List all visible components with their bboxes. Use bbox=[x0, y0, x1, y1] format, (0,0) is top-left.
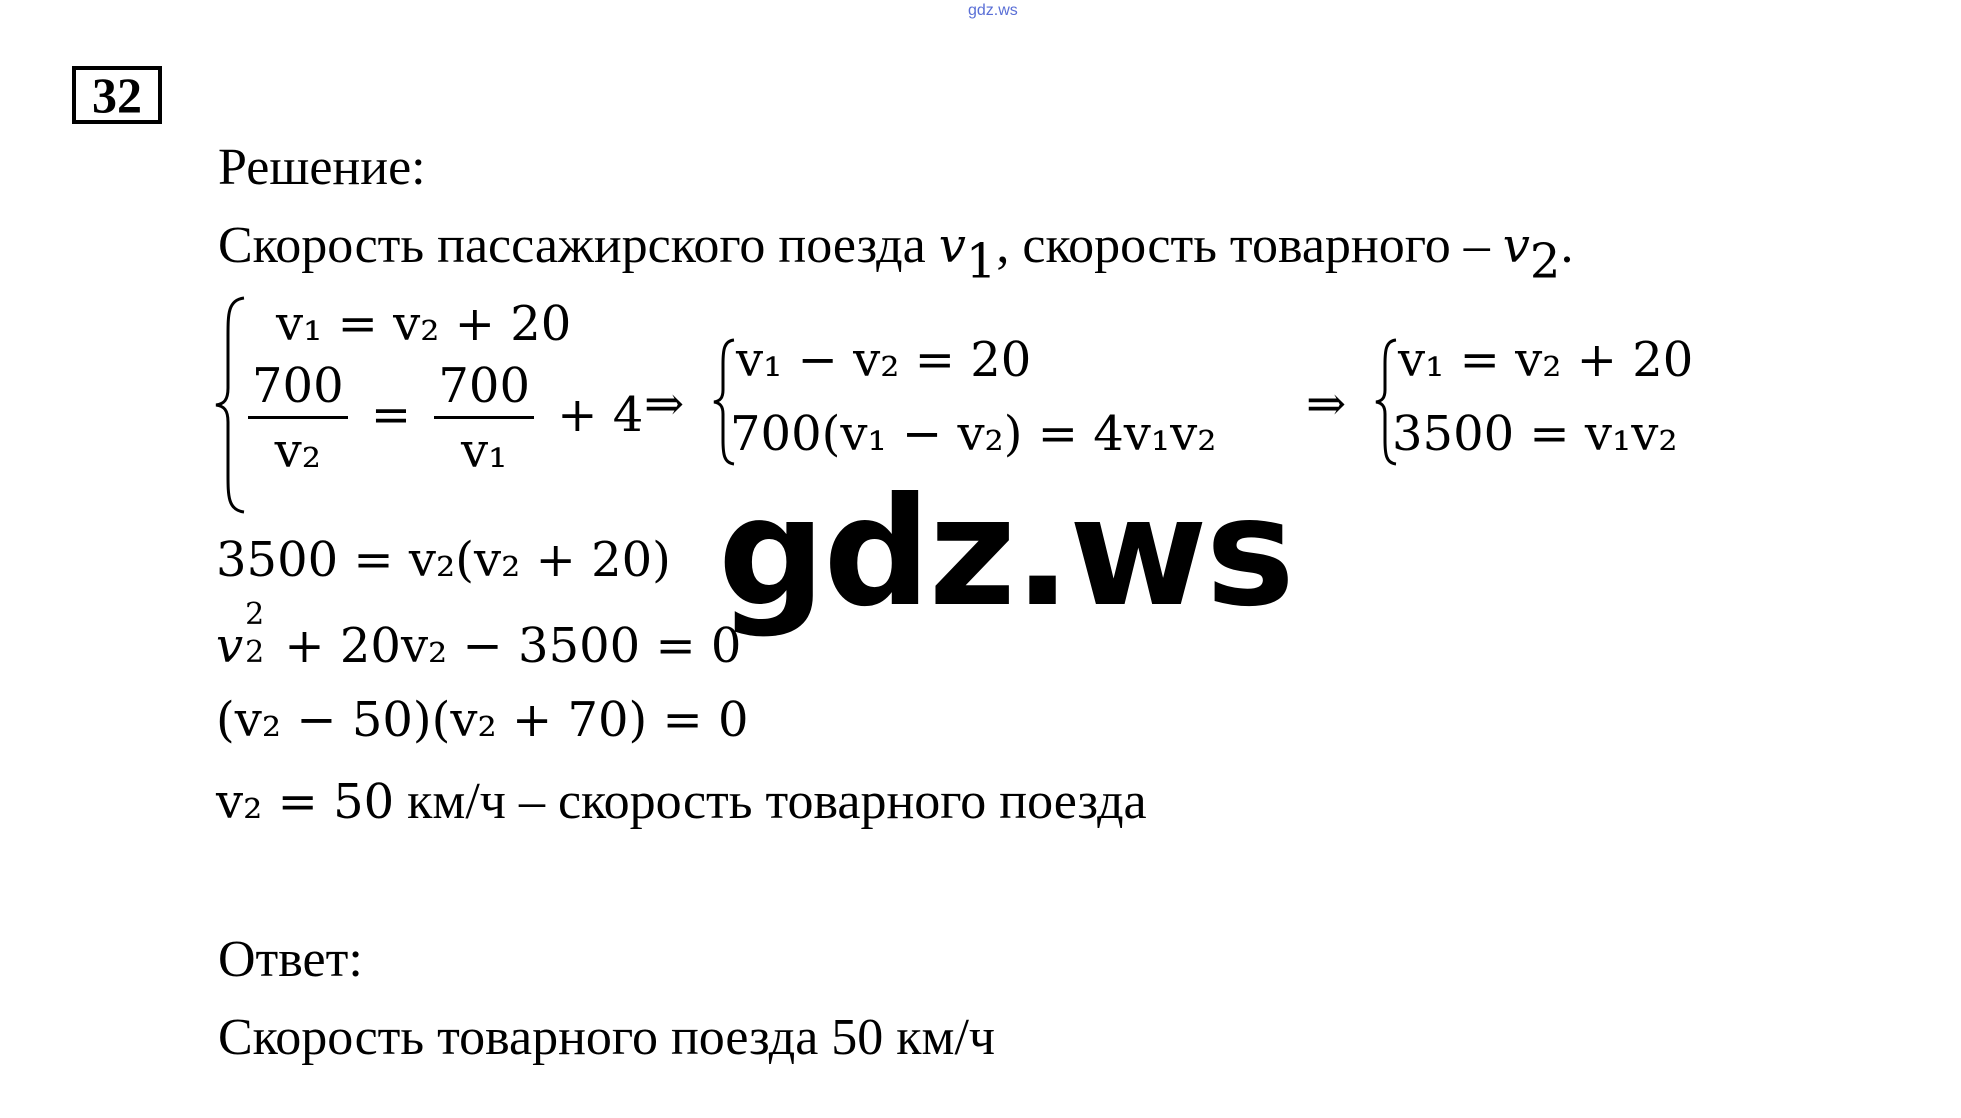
fraction-numerator: 700 bbox=[438, 358, 530, 414]
step-2-sup: 2 bbox=[245, 597, 265, 632]
fraction-denominator: v₁ bbox=[461, 423, 508, 479]
system-1-eq2 bbox=[248, 358, 644, 479]
system-3 bbox=[1374, 332, 1874, 476]
solution-label: Решение: bbox=[218, 139, 426, 196]
intro-sub2: 2 bbox=[1529, 233, 1561, 290]
watermark-top-text: gdz.ws bbox=[968, 2, 1018, 19]
step-2-scripts bbox=[243, 597, 269, 670]
plus-term: + 4 bbox=[557, 387, 644, 443]
step-2-rest: + 20v₂ − 3500 = 0 bbox=[269, 618, 742, 674]
intro-text-b: , скорость товарного – bbox=[996, 217, 1503, 274]
implies-arrow-2: ⇒ bbox=[1306, 376, 1347, 432]
step-4-text: км/ч – скорость товарного поезда bbox=[394, 773, 1147, 830]
system-3-eq1: v₁ = v₂ + 20 bbox=[1398, 332, 1694, 388]
fraction-numerator: 700 bbox=[252, 358, 344, 414]
step-4-math: v₂ = 50 bbox=[216, 774, 395, 830]
step-1: 3500 = v₂(v₂ + 20) bbox=[216, 532, 671, 588]
system-2-eq2: 700(v₁ − v₂) = 4v₁v₂ bbox=[730, 406, 1217, 462]
system-2-eq1: v₁ − v₂ = 20 bbox=[736, 332, 1032, 388]
implies-arrow-1: ⇒ bbox=[644, 376, 685, 432]
fraction-700-over-v2 bbox=[248, 358, 348, 479]
intro-var2: v bbox=[1502, 218, 1530, 274]
fraction-700-over-v1 bbox=[434, 358, 534, 479]
intro-text-c: . bbox=[1560, 217, 1574, 274]
system-1-brace bbox=[214, 296, 248, 514]
system-1-eq1: v₁ = v₂ + 20 bbox=[276, 296, 572, 352]
answer-label: Ответ: bbox=[218, 931, 363, 988]
system-1 bbox=[214, 292, 644, 522]
intro-sub1: 1 bbox=[965, 233, 997, 290]
problem-number: 32 bbox=[72, 66, 162, 124]
intro-sentence bbox=[218, 217, 1574, 290]
step-2-base: v bbox=[216, 618, 244, 674]
step-3: (v₂ − 50)(v₂ + 70) = 0 bbox=[216, 692, 749, 748]
watermark-center-text: gdz.ws bbox=[718, 466, 1293, 640]
intro-var1: v bbox=[938, 218, 966, 274]
system-3-eq2: 3500 = v₁v₂ bbox=[1392, 406, 1678, 462]
system-2 bbox=[712, 332, 1312, 476]
step-4 bbox=[216, 773, 1147, 830]
step-2-sub: 2 bbox=[245, 635, 265, 670]
answer-text: Скорость товарного поезда 50 км/ч bbox=[218, 1009, 996, 1066]
fraction-denominator: v₂ bbox=[274, 423, 321, 479]
step-2 bbox=[216, 597, 742, 674]
intro-text-a: Скорость пассажирского поезда bbox=[218, 217, 939, 274]
equals-sign: = bbox=[370, 387, 412, 443]
